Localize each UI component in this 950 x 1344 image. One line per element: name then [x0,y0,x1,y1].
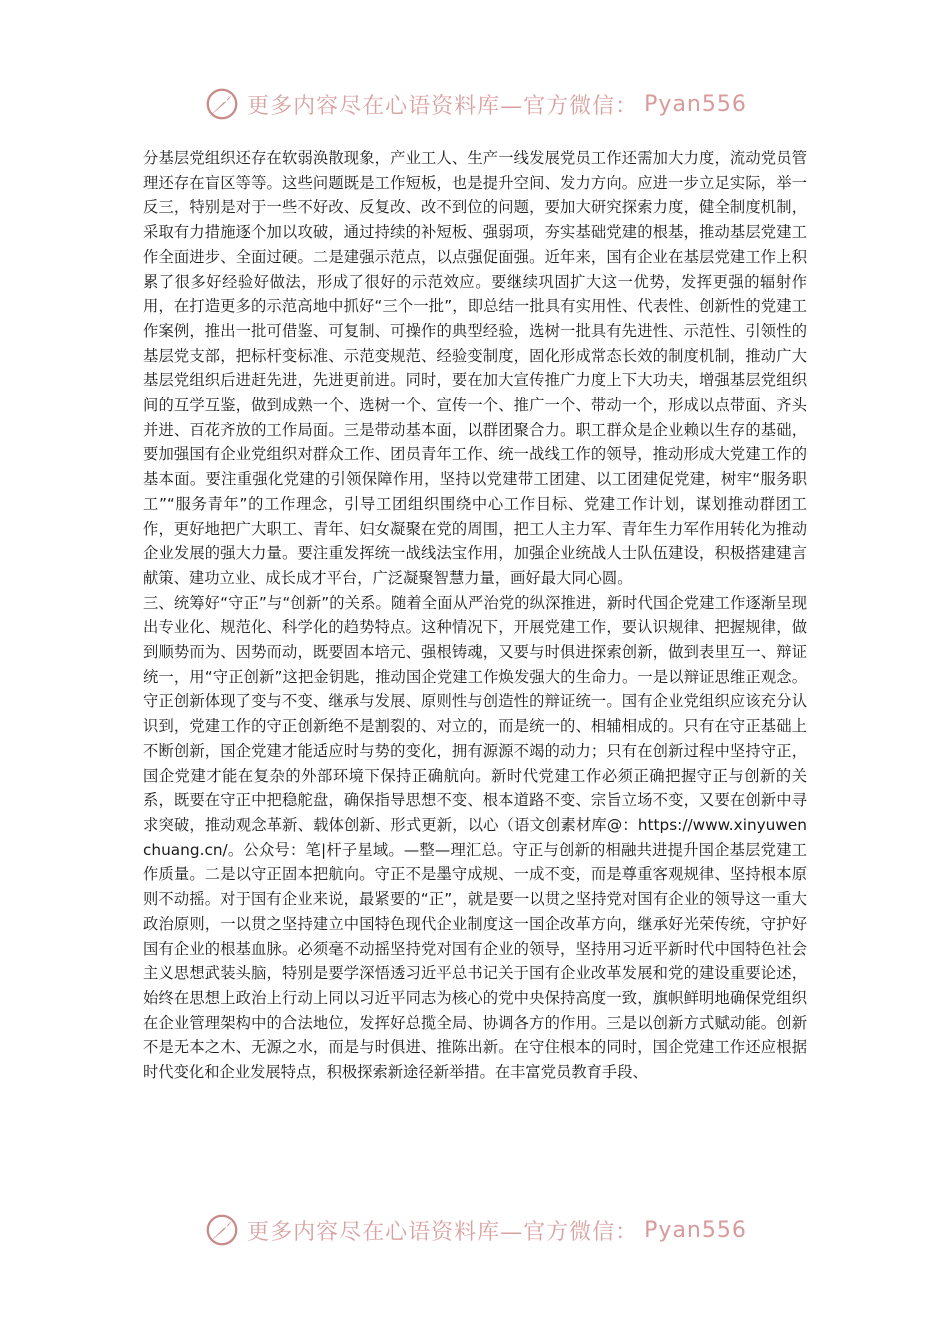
header-wechat-id: Pyan556 [644,91,747,117]
footer-wechat-id: Pyan556 [644,1217,747,1243]
footer-banner-inner [203,1211,747,1249]
footer-watermark-banner [0,1208,950,1252]
header-watermark-banner [0,82,950,126]
pen-nib-logo-icon [203,1211,241,1249]
footer-banner-text: 更多内容尽在心语资料库—官方微信： [247,1219,639,1245]
pen-nib-logo-icon [203,85,241,123]
header-banner-inner [203,85,747,123]
header-banner-text: 更多内容尽在心语资料库—官方微信： [247,93,639,119]
body-paragraph-2: 三、统筹好“守正”与“创新”的关系。随着全面从严治党的纵深推进，新时代国企党建工作逐渐呈现出专业化、规范化、科学化的趋势特点。这种情况下，开展党建工作，要认识规律、把握规律，做到顺势而为、因势而动，既要固本培元、强根铸魂，又要与时俱进探索创新，做到表里互一、辩证统一，用“守正创新”这把金钥匙，推动国企党建工作焕发强大的生命力。一是以辩证思维正观念。守正创新体现了变与不变、继承与发展、原则性与创造性的辩证统一。国有企业党组织应该充分认识到，党建工作的守正创新绝不是割裂的、对立的，而是统一的、相辅相成的。只有在守正基础上不断创新，国企党建才能适应时与势的变化，拥有源源不竭的动力；只有在创新过程中坚持守正，国企党建才能在复杂的外部环境下保持正确航向。新时代党建工作必须正确把握守正与创新的关系，既要在守正中把稳舵盘，确保指导思想不变、根本道路不变、宗旨立场不变，又要在创新中寻求突破，推动观念革新、载体创新、形式更新，以心（语文创素材库@：https://www.xinyuwenchuang.cn/。公众号：笔|杆子星域。—整—理汇总。守正与创新的相融共进提升国企基层党建工作质量。二是以守正固本把航向。守正不是墨守成规、一成不变，而是尊重客观规律、坚持根本原则不动摇。对于国有企业来说，最紧要的“正”，就是要一以贯之坚持党对国有企业的领导这一重大政治原则，一以贯之坚持建立中国特色现代企业制度这一国企改革方向，继承好光荣传统，守护好国有企业的根基血脉。必须毫不动摇坚持党对国有企业的领导，坚持用习近平新时代中国特色社会主义思想武装头脑，特别是要学深悟透习近平总书记关于国有企业改革发展和党的建设重要论述，始终在思想上政治上行动上同以习近平同志为核心的党中央保持高度一致，旗帜鲜明地确保党组织在企业管理架构中的合法地位，发挥好总揽全局、协调各方的作用。三是以创新方式赋动能。创新不是无本之木、无源之水，而是与时俱进、推陈出新。在守住根本的同时，国企党建工作还应根据时代变化和企业发展特点，积极探索新途径新举措。在丰富党员教育手段、 [143,593,807,1082]
body-text [143,146,807,1085]
body-paragraph-1: 分基层党组织还存在软弱涣散现象，产业工人、生产一线发展党员工作还需加大力度，流动党员管理还存在盲区等等。这些问题既是工作短板，也是提升空间、发力方向。应进一步立足实际，举一反三，特别是对于一些不好改、反复改、改不到位的问题，要加大研究探索力度，健全制度机制，采取有力措施逐个加以攻破，通过持续的补短板、强弱项，夯实基础党建的根基，推动基层党建工作全面进步、全面过硬。二是建强示范点，以点强促面强。近年来，国有企业在基层党建工作上积累了很多好经验好做法，形成了很好的示范效应。要继续巩固扩大这一优势，发挥更强的辐射作用，在打造更多的示范高地中抓好“三个一批”，即总结一批具有实用性、代表性、创新性的党建工作案例，推出一批可借鉴、可复制、可操作的典型经验，选树一批具有先进性、示范性、引领性的基层党支部，把标杆变标准、示范变规范、经验变制度，固化形成常态长效的制度机制，推动广大基层党组织后进赶先进，先进更前进。同时，要在加大宣传推广力度上下大功夫，增强基层党组织间的互学互鉴，做到成熟一个、选树一个、宣传一个、推广一个、带动一个，形成以点带面、齐头并进、百花齐放的工作局面。三是带动基本面，以群团聚合力。职工群众是企业赖以生存的基础，要加强国有企业党组织对群众工作、团员青年工作、统一战线工作的领导，推动形成大党建工作的基本面。要注重强化党建的引领保障作用，坚持以党建带工团建、以工团建促党建，树牢“服务职工”“服务青年”的工作理念，引导工团组织围绕中心工作目标、党建工作计划，谋划推动群团工作，更好地把广大职工、青年、妇女凝聚在党的周围，把工人主力军、青年生力军作用转化为推动企业发展的强大力量。要注重发挥统一战线法宝作用，加强企业统战人士队伍建设，积极搭建建言献策、建功立业、成长成才平台，广泛凝聚智慧力量，画好最大同心圆。 [143,149,807,587]
